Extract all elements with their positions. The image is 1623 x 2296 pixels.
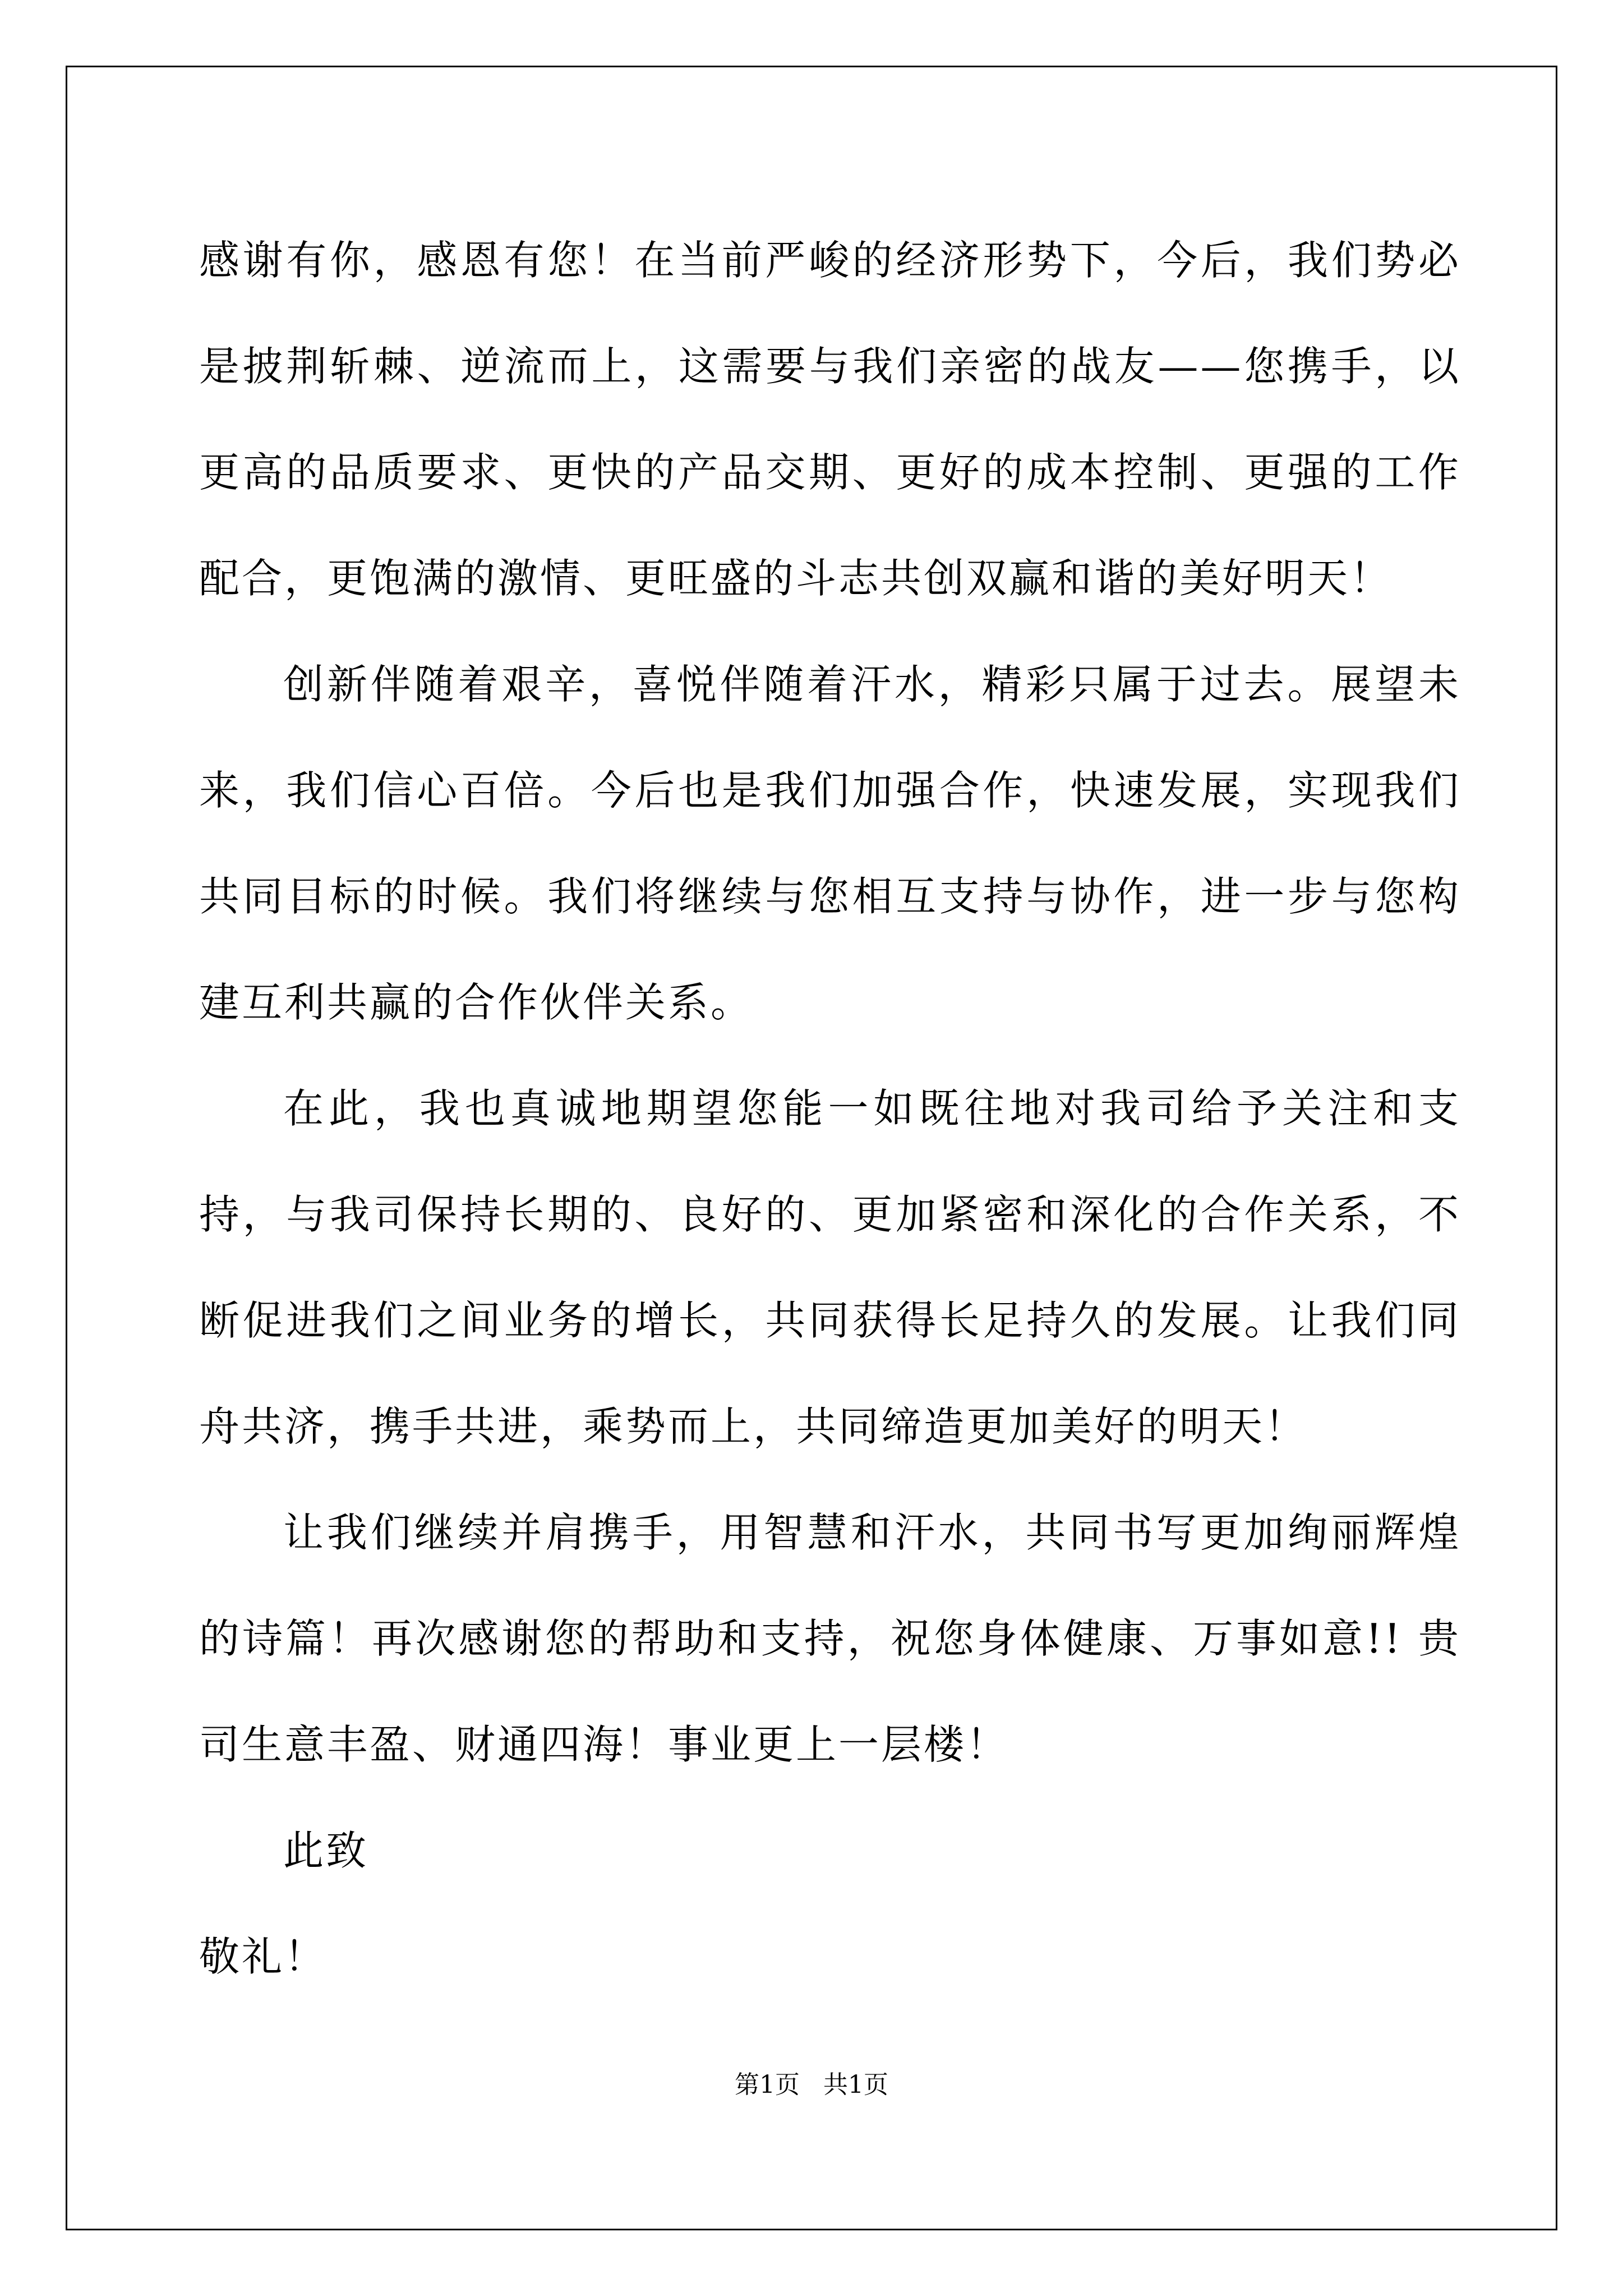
paragraph-2: 创新伴随着艰辛，喜悦伴随着汗水，精彩只属于过去。展望未来，我们信心百倍。今后也是我们加强合作，快速发展，实现我们共同目标的时候。我们将继续与您相互支持与协作，进一步与您构建互利共赢的合作伙伴关系。 [199, 661, 1461, 1026]
page-number: 第1页 共1页 [735, 2070, 888, 2099]
paragraph-3: 在此，我也真诚地期望您能一如既往地对我司给予关注和支持，与我司保持长期的、良好的、更加紧密和深化的合作关系，不断促进我们之间业务的增长，共同获得长足持久的发展。让我们同舟共济，携手共进，乘势而上，共同缔造更加美好的明天！ [199, 1085, 1461, 1450]
salutation: 敬礼！ [199, 1933, 328, 1980]
closing-phrase: 此致 [283, 1827, 369, 1874]
paragraph-4: 让我们继续并肩携手，用智慧和汗水，共同书写更加绚丽辉煌的诗篇！再次感谢您的帮助和支持，祝您身体健康、万事如意!! 贵司生意丰盈、财通四海！事业更上一层楼！ [199, 1509, 1461, 1768]
paragraph-1: 感谢有你，感恩有您！在当前严峻的经济形势下，今后，我们势必是披荆斩棘、逆流而上，这需要与我们亲密的战友——您携手，以更高的品质要求、更快的产品交期、更好的成本控制、更强的工作配合，更饱满的激情、更旺盛的斗志共创双赢和谐的美好明天！ [199, 237, 1461, 602]
letter-body [199, 208, 1461, 2010]
page-footer [0, 2064, 1623, 2100]
